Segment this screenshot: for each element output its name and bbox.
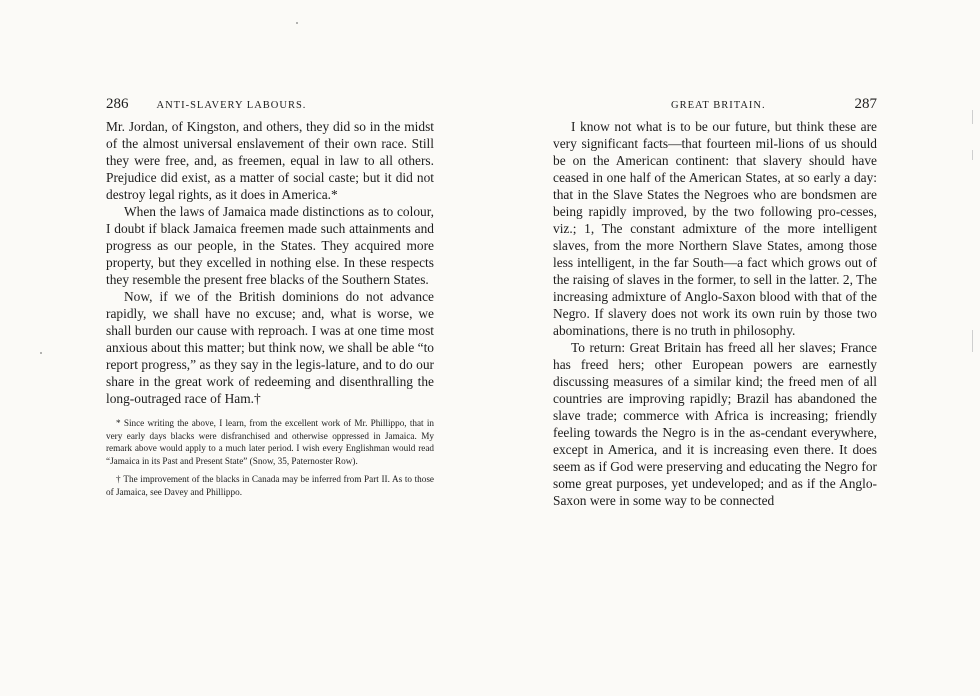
left-paragraph-1: Mr. Jordan, of Kingston, and others, they did so in the midst of the almost universal enslavement of their own race. Still they were free, and, as freemen, equal in law to all others. Prejudice did exist, as a matter of social caste; but it did not destroy legal rights, as it does in America.* xyxy=(106,119,434,202)
left-footnotes xyxy=(106,417,434,498)
right-running-title: GREAT BRITAIN. xyxy=(671,100,766,111)
right-body-text xyxy=(553,118,877,509)
left-running-head xyxy=(106,96,434,114)
right-running-head xyxy=(553,96,877,114)
footnote-asterisk: * Since writing the above, I learn, from the excellent work of Mr. Phillippo, that in very early days blacks were disfranchised and otherwise oppressed in Jamaica. My remark above would apply to a much later period. I wish every Englishman would read “Jamaica in its Past and Present State” (Snow, 35, Paternoster Row). xyxy=(106,418,434,466)
left-paragraph-3: Now, if we of the British dominions do not advance rapidly, we shall have no excuse; and, what is worse, we shall burden our cause with reproach. I was at one time most anxious about this matter; but think now, we shall be able “to report progress,” as they say in the legis-lature, and to do our share in the great work of redeeming and disenthralling the long-outraged race of Ham.† xyxy=(106,289,434,406)
edge-mark xyxy=(972,330,973,352)
left-page xyxy=(106,96,434,504)
left-paragraph-2: When the laws of Jamaica made distinctions as to colour, I doubt if black Jamaica freemen made such attainments and progress as our people, in the States. They acquired more property, but they excelled in nothing else. In these respects they resemble the present free blacks of the Southern States. xyxy=(106,204,434,287)
left-running-title: ANTI-SLAVERY LABOURS. xyxy=(156,100,307,111)
right-page xyxy=(553,96,877,509)
left-body-text xyxy=(106,118,434,407)
edge-mark xyxy=(972,110,973,124)
left-page-number: 286 xyxy=(106,96,129,112)
edge-mark xyxy=(972,150,973,160)
paper-speck xyxy=(40,352,42,354)
right-paragraph-1: I know not what is to be our future, but think these are very significant facts—that fourteen mil-lions of us should be on the American continent: that slavery should have ceased in one half of the American States, at so early a day: that in the Slave States the Negroes who are bondsmen are being rapidly improved, by the two following pro-cesses, viz.; 1, The constant admixture of the more intelligent slaves, from the more Northern Slave States, among those less intelligent, in the far South—a fact which grows out of the raising of slaves in the former, to sell in the latter. 2, The increasing admixture of Anglo-Saxon blood with that of the Negro. If slavery does not work its own ruin by those two abominations, there is no truth in philosophy. xyxy=(553,119,877,338)
paper-speck xyxy=(296,22,298,24)
footnote-dagger: † The improvement of the blacks in Canada may be inferred from Part II. As to those of Jamaica, see Davey and Phillippo. xyxy=(106,474,434,497)
right-page-number: 287 xyxy=(854,96,877,112)
right-paragraph-2: To return: Great Britain has freed all her slaves; France has freed hers; other European powers are earnestly discussing measures of a similar kind; the freed men of all countries are improving rapidly; Brazil has abandoned the slave trade; commerce with Africa is increasing; friendly feeling towards the Negro is in the as-cendant everywhere, except in America, and it is increasing even there. It does seem as if God were preserving and educating the Negro for some great purposes, yet undeveloped; and as if the Anglo-Saxon were in some way to be connected xyxy=(553,340,877,508)
